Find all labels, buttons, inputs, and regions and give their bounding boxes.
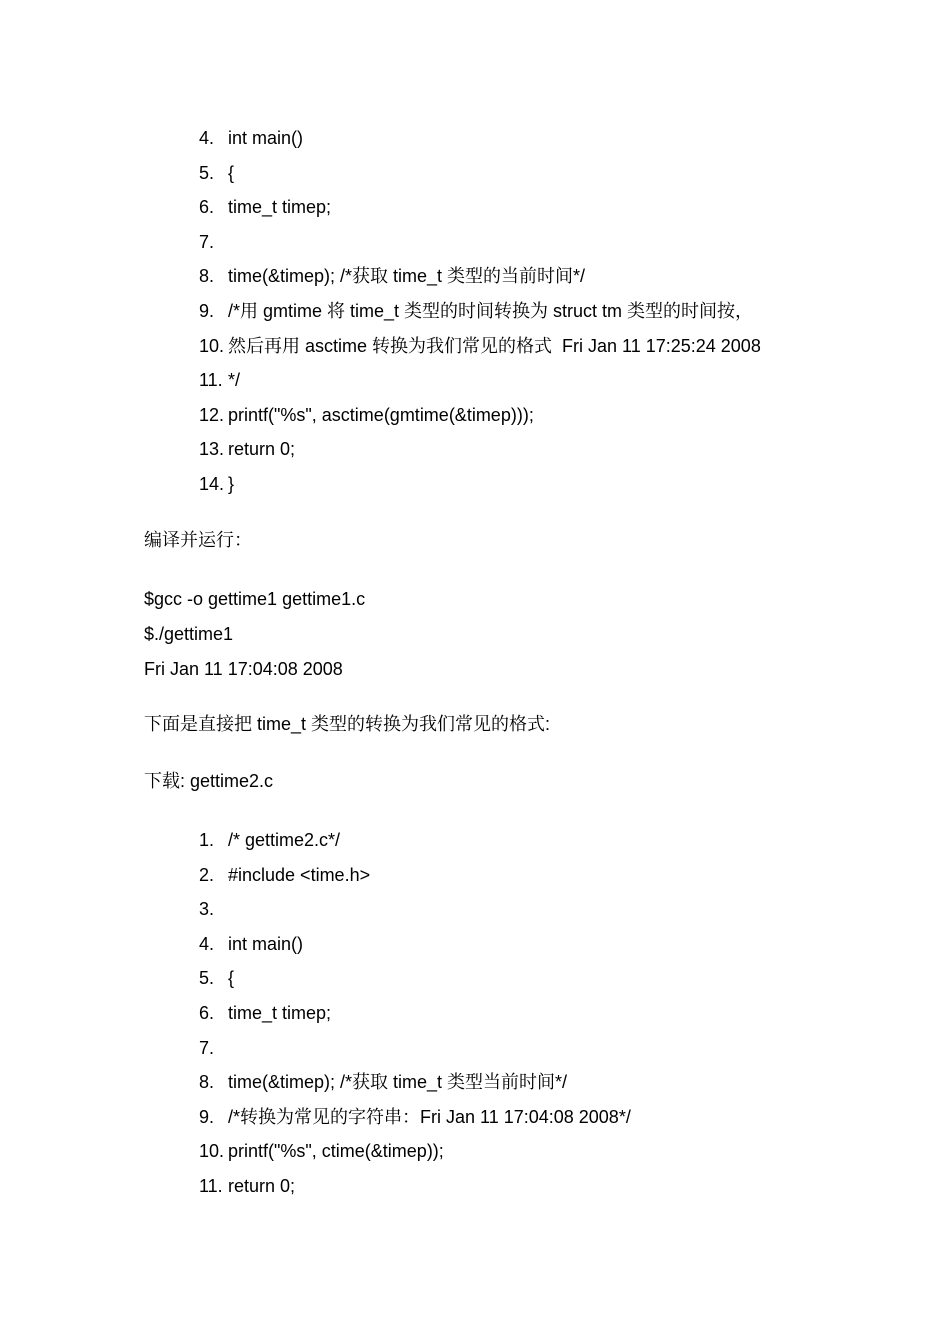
code-text: printf("%s", ctime(&timep)); — [228, 1141, 444, 1162]
terminal-output: Fri Jan 11 17:04:08 2008 — [144, 659, 343, 679]
code-line — [199, 1031, 631, 1066]
line-number: 8. — [199, 266, 215, 287]
code-text: { — [228, 162, 235, 183]
code-line — [199, 259, 761, 294]
code-line — [199, 823, 631, 858]
line-number: 4. — [199, 933, 215, 954]
code-text: time_t timep; — [228, 197, 332, 218]
code-listing-gettime1 — [199, 121, 761, 502]
code-line — [199, 892, 631, 927]
code-line — [199, 225, 761, 260]
line-number: 9. — [199, 1106, 215, 1127]
code-text: int main() — [228, 128, 304, 148]
line-number: 10. — [199, 335, 225, 356]
line-number: 2. — [199, 864, 215, 885]
code-line — [199, 363, 761, 398]
code-line — [199, 1100, 631, 1135]
code-text: #include <time.h> — [228, 864, 371, 885]
code-line — [199, 961, 631, 996]
code-text: int main() — [228, 933, 304, 954]
code-text: time_t timep; — [228, 1002, 332, 1023]
line-number: 4. — [199, 128, 215, 148]
code-text: time(&timep); /*获取 time_t 类型的当前时间*/ — [228, 266, 586, 287]
code-line — [199, 190, 761, 225]
line-number: 10. — [199, 1141, 225, 1162]
code-line — [199, 329, 761, 364]
code-text: printf("%s", asctime(gmtime(&timep))); — [228, 404, 534, 425]
code-line — [199, 1169, 631, 1204]
terminal-command-compile: $gcc -o gettime1 gettime1.c — [144, 589, 366, 609]
line-number: 11. — [199, 1175, 223, 1196]
code-text: /*转换为常见的字符串：Fri Jan 11 17:04:08 2008*/ — [228, 1106, 631, 1127]
code-text: /*用 gmtime 将 time_t 类型的时间转换为 struct tm 类型的时间按， — [228, 300, 754, 321]
line-number: 11. — [199, 370, 223, 391]
line-number: 13. — [199, 439, 225, 460]
line-number: 7. — [199, 231, 215, 252]
code-line — [199, 1134, 631, 1169]
code-listing-gettime2 — [199, 823, 631, 1204]
compile-heading: 编译并运行： — [144, 530, 252, 550]
line-number: 6. — [199, 1002, 215, 1023]
line-number: 5. — [199, 968, 215, 989]
terminal-command-run: $./gettime1 — [144, 624, 234, 644]
line-number: 8. — [199, 1072, 215, 1093]
code-line — [199, 121, 761, 156]
code-text: 然后再用 asctime 转换为我们常见的格式 Fri Jan 11 17:25:24 2008 — [228, 335, 761, 356]
code-text: return 0; — [228, 1175, 296, 1196]
code-text: return 0; — [228, 439, 296, 460]
line-number: 5. — [199, 162, 215, 183]
line-number: 7. — [199, 1037, 215, 1058]
line-number: 12. — [199, 404, 225, 425]
code-text: { — [228, 968, 235, 989]
code-line — [199, 858, 631, 893]
code-text: } — [228, 473, 235, 494]
code-line — [199, 996, 631, 1031]
code-line — [199, 156, 761, 191]
code-line — [199, 294, 761, 329]
direct-convert-text: 下面是直接把 time_t 类型的转换为我们常见的格式: — [144, 714, 551, 734]
line-number: 9. — [199, 300, 215, 321]
download-link-text: 下载: gettime2.c — [144, 771, 274, 791]
line-number: 6. — [199, 197, 215, 218]
code-text: time(&timep); /*获取 time_t 类型当前时间*/ — [228, 1072, 568, 1093]
code-line — [199, 398, 761, 433]
line-number: 3. — [199, 899, 215, 920]
code-line — [199, 927, 631, 962]
code-text: */ — [228, 370, 241, 391]
code-line — [199, 467, 761, 502]
code-line — [199, 432, 761, 467]
code-text: /* gettime2.c*/ — [228, 830, 341, 850]
code-line — [199, 1065, 631, 1100]
line-number: 1. — [199, 830, 215, 850]
line-number: 14. — [199, 473, 225, 494]
